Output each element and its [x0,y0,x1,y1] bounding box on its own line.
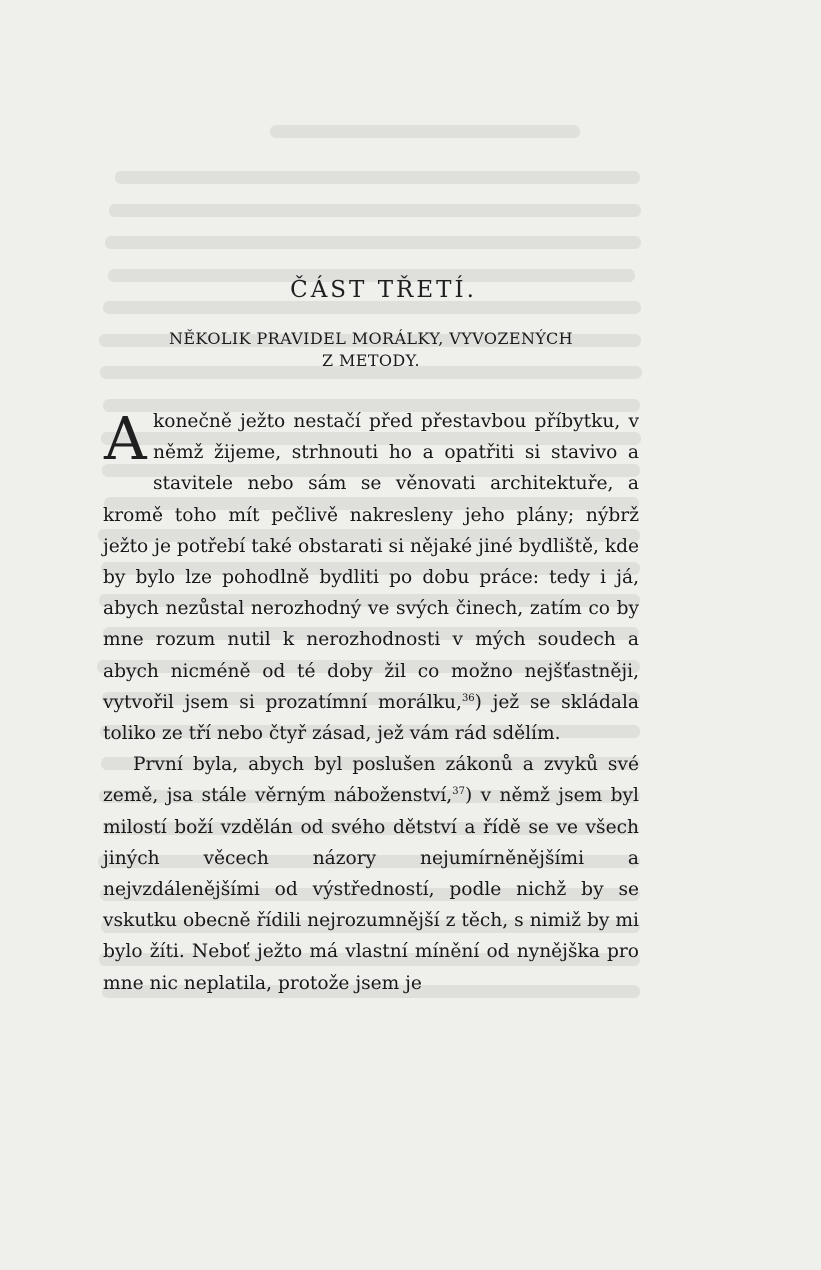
drop-cap: A [104,404,147,473]
paragraph-1 [103,406,639,749]
part-title: ČÁST TŘETÍ. [290,277,477,303]
footnote-36-marker: 36 [461,692,475,704]
paragraph-2 [103,749,639,999]
paragraph-1-text-part-2: ) jež se skládala toliko ze tří nebo čtyř zásad, jež vám rád sdělím. [103,691,639,745]
paragraph-2-text-part-2: ) v němž jsem byl milostí boží vzdělán od svého dětství a řídě se ve všech jiných věcech názory nejumírněnějšími a nejvzdálenějšími od výstředností, podle nichž by se vskutku obecně řídili nejrozumnější z těch, s nimiž by mi bylo žíti. Neboť ježto má vlastní mínění od nynějška pro mne nic neplatila, protože jsem je [103,785,639,994]
page-content [103,270,639,999]
paragraph-2-text-part-1: První byla, abych byl poslušen zákonů a zvyků své země, jsa stále věrným náboženství, [103,754,639,807]
chapter-title-line-1: NĚKOLIK PRAVIDEL MORÁLKY, VYVOZENÝCH [168,329,574,348]
paragraph-1-text-part-1: konečně ježto nestačí před přestavbou příbytku, v němž žijeme, strhnouti ho a opatřiti si stavivo a stavitele nebo sám se věnovati architektuře, a kromě toho mít pečlivě nakresleny jeho plány; nýbrž ježto je potřebí také obstarati si nějaké jiné bydliště, kde by bylo lze pohodlně bydliti po dobu práce: tedy i já, abych nezůstal nerozhodný ve svých činech, zatím co by mne rozum nutil k nerozhodnosti v mých soudech a abych nicméně od té doby žil co možno nejšťastněji, vytvořil jsem si prozatímní morálku, [103,411,639,713]
main-text [103,406,639,999]
chapter-title-line-2: Z METODY. [321,351,421,370]
chapter-title [140,328,602,372]
footnote-37-marker: 37 [452,786,465,798]
